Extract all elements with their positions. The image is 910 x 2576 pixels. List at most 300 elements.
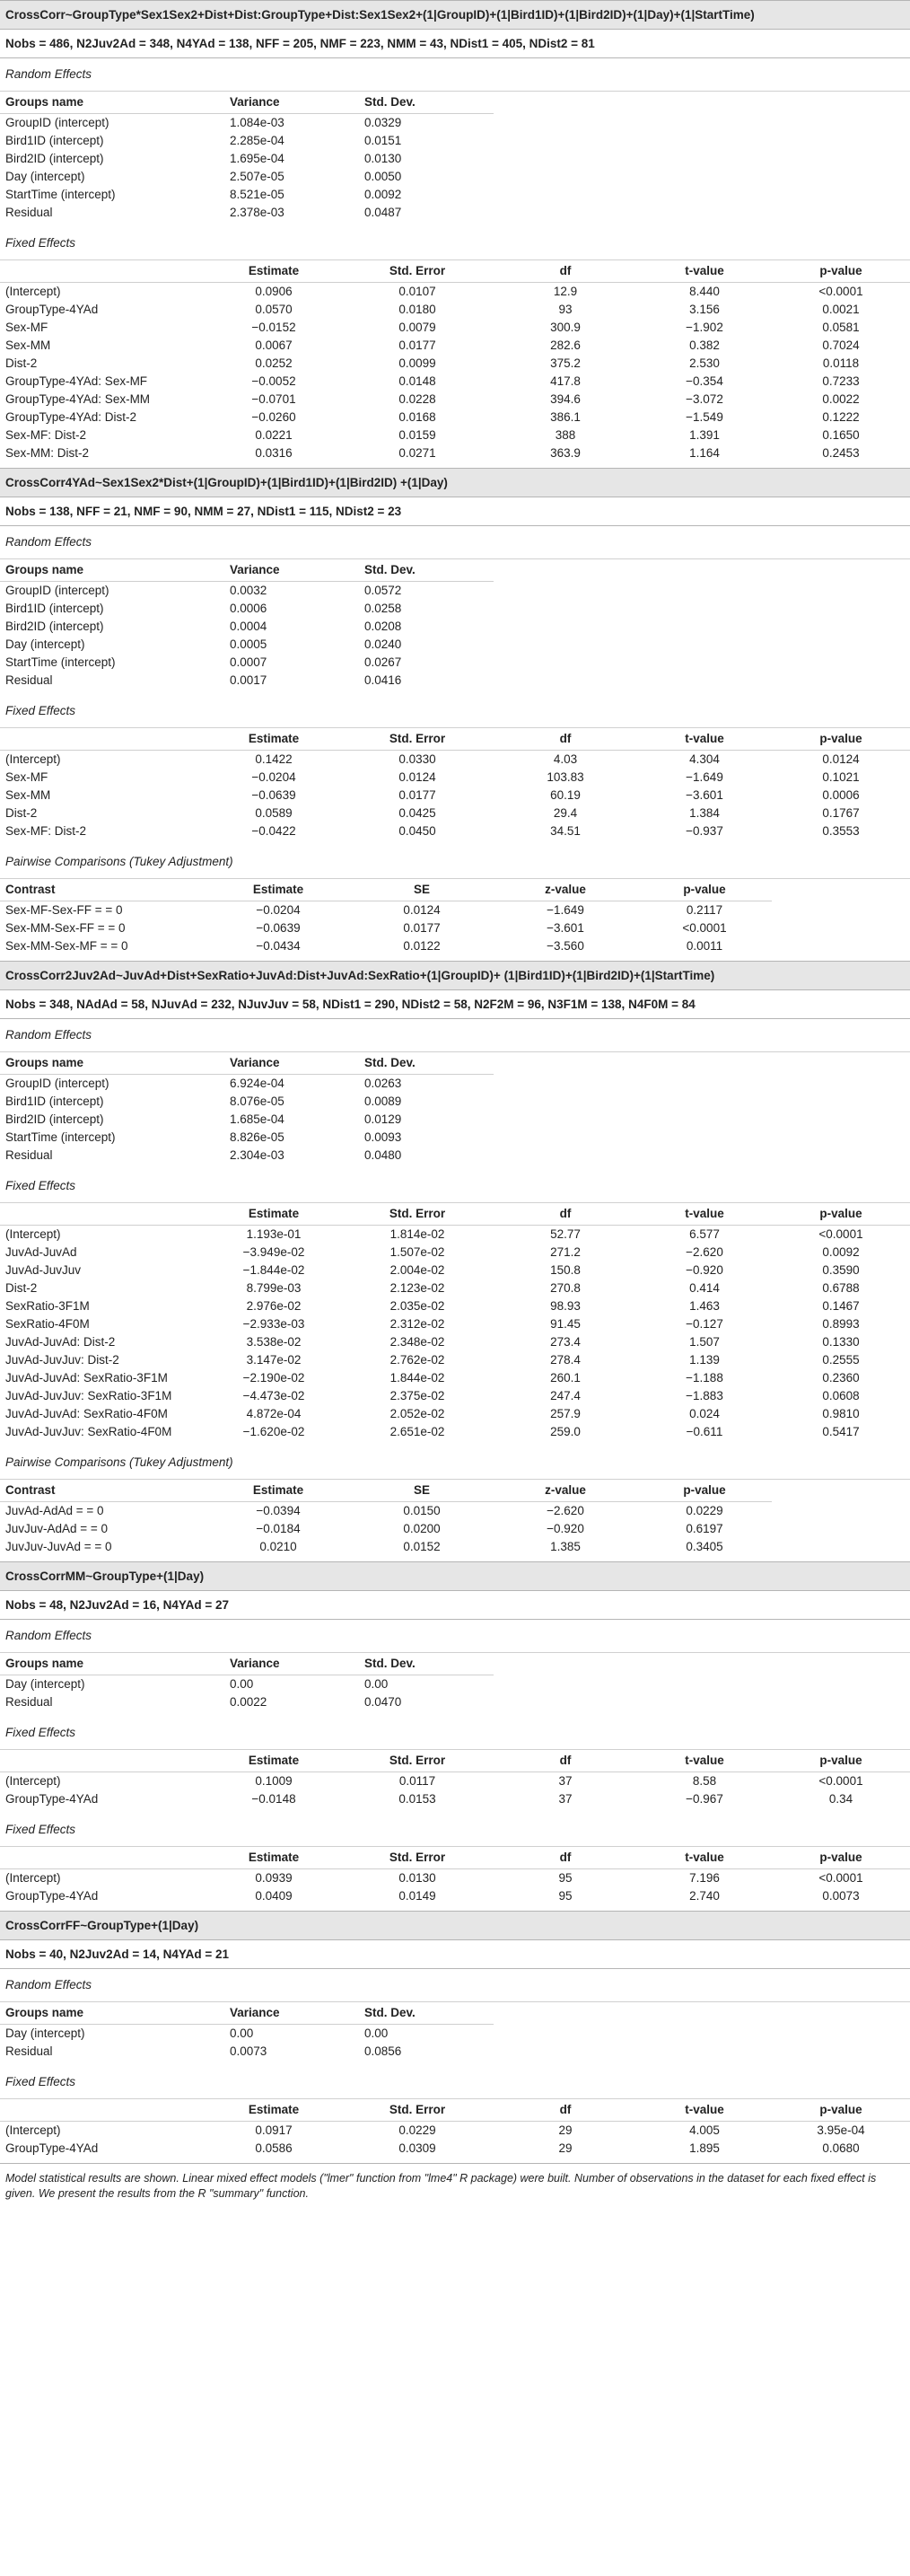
table-cell: −0.0052 bbox=[251, 374, 296, 388]
table-cell: 0.6197 bbox=[686, 1522, 723, 1535]
column-header: p-value bbox=[772, 2099, 910, 2122]
table-cell: 4.872e-04 bbox=[246, 1407, 302, 1420]
table-cell: 3.95e-04 bbox=[817, 2123, 865, 2137]
table-cell: 2.651e-02 bbox=[389, 1425, 445, 1438]
table-cell: 0.0093 bbox=[364, 1130, 402, 1144]
observation-counts: Nobs = 486, N2Juv2Ad = 348, N4YAd = 138, NFF = 205, NMF = 223, NMM = 43, NDist1 = 405, NDist2 = 81 bbox=[0, 30, 910, 58]
table-cell: JuvJuv-AdAd = = 0 bbox=[5, 1522, 109, 1535]
table-cell: 1.463 bbox=[689, 1299, 720, 1313]
table-cell: 95 bbox=[558, 1889, 573, 1903]
table-cell: Bird2ID (intercept) bbox=[5, 1112, 104, 1126]
fixed-effects-label: Fixed Effects bbox=[0, 2066, 910, 2099]
table-cell: 0.0073 bbox=[822, 1889, 860, 1903]
table-cell: 103.83 bbox=[547, 770, 584, 784]
table-row bbox=[0, 373, 910, 391]
table-cell: 0.6788 bbox=[822, 1281, 860, 1295]
table-row bbox=[0, 1147, 910, 1170]
table-cell: 52.77 bbox=[550, 1227, 581, 1241]
table-cell: 0.2453 bbox=[822, 446, 860, 460]
table-cell: 0.0252 bbox=[255, 356, 293, 370]
table-cell: 0.0180 bbox=[398, 303, 436, 316]
table-cell: GroupType-4YAd bbox=[5, 1889, 99, 1903]
table-header-row bbox=[0, 1750, 910, 1772]
column-header: df bbox=[494, 1847, 637, 1869]
table-cell: 4.005 bbox=[689, 2123, 720, 2137]
table-cell: 1.695e-04 bbox=[230, 152, 284, 165]
column-header: z-value bbox=[494, 879, 637, 901]
table-header-row bbox=[0, 2002, 910, 2025]
table-cell: 0.0330 bbox=[398, 752, 436, 766]
table-cell: 1.193e-01 bbox=[246, 1227, 302, 1241]
table-cell: 95 bbox=[558, 1871, 573, 1885]
table-row bbox=[0, 636, 910, 654]
column-header: SE bbox=[350, 1480, 494, 1502]
table-cell: GroupType-4YAd: Sex-MF bbox=[5, 374, 148, 388]
table-cell: 8.826e-05 bbox=[230, 1130, 284, 1144]
table-cell: Bird1ID (intercept) bbox=[5, 602, 104, 615]
table-cell: Day (intercept) bbox=[5, 170, 85, 183]
table-cell: 0.0581 bbox=[822, 321, 860, 334]
table-cell: −3.601 bbox=[686, 788, 723, 802]
table-cell: −4.473e-02 bbox=[242, 1389, 305, 1402]
table-cell: 0.00 bbox=[364, 2027, 389, 2040]
table-header-row bbox=[0, 1203, 910, 1226]
random-effects-table bbox=[0, 1052, 910, 1170]
table-cell: 0.0680 bbox=[822, 2141, 860, 2155]
table-cell: −1.844e-02 bbox=[242, 1263, 305, 1277]
table-row bbox=[0, 168, 910, 186]
table-row bbox=[0, 618, 910, 636]
column-header: p-value bbox=[772, 260, 910, 283]
table-cell: Sex-MF: Dist-2 bbox=[5, 428, 87, 442]
column-header: Variance bbox=[224, 92, 359, 114]
table-cell: 0.0050 bbox=[364, 170, 402, 183]
random-effects-label: Random Effects bbox=[0, 1620, 910, 1653]
observation-counts: Nobs = 138, NFF = 21, NMF = 90, NMM = 27, NDist1 = 115, NDist2 = 23 bbox=[0, 497, 910, 526]
table-cell: 4.304 bbox=[689, 752, 720, 766]
table-header-row bbox=[0, 92, 910, 114]
table-cell: JuvAd-JuvAd: SexRatio-4F0M bbox=[5, 1407, 168, 1420]
table-cell: 0.0153 bbox=[398, 1792, 436, 1806]
table-cell: GroupType-4YAd: Dist-2 bbox=[5, 410, 137, 424]
random-effects-table bbox=[0, 2002, 910, 2066]
table-cell: 0.0208 bbox=[364, 620, 402, 633]
column-header: t-value bbox=[637, 1847, 772, 1869]
table-row bbox=[0, 132, 910, 150]
table-cell: Day (intercept) bbox=[5, 637, 85, 651]
column-header: Groups name bbox=[0, 1653, 224, 1675]
table-header-row bbox=[0, 879, 910, 901]
table-cell: 259.0 bbox=[550, 1425, 581, 1438]
table-cell: 3.538e-02 bbox=[246, 1335, 302, 1349]
table-cell: JuvAd-AdAd = = 0 bbox=[5, 1504, 104, 1517]
table-row bbox=[0, 150, 910, 168]
table-cell: 8.440 bbox=[689, 285, 720, 298]
column-header: Std. Error bbox=[341, 1847, 494, 1869]
table-cell: 0.0122 bbox=[403, 939, 441, 953]
model-formula: CrossCorr2Juv2Ad~JuvAd+Dist+SexRatio+JuvAd:Dist+JuvAd:SexRatio+(1|GroupID)+ (1|Bird1ID)+(1|Bird2ID)+(1|StartTime) bbox=[0, 961, 910, 990]
table-row bbox=[0, 822, 910, 846]
table-cell: 0.024 bbox=[689, 1407, 720, 1420]
table-cell: 0.0200 bbox=[403, 1522, 441, 1535]
table-cell: 6.924e-04 bbox=[230, 1077, 284, 1090]
table-cell: 0.1422 bbox=[255, 752, 293, 766]
table-cell: −1.649 bbox=[547, 903, 584, 917]
table-cell: Dist-2 bbox=[5, 356, 38, 370]
table-cell: 0.8993 bbox=[822, 1317, 860, 1331]
table-cell: 1.844e-02 bbox=[389, 1371, 445, 1385]
table-cell: −3.601 bbox=[547, 921, 584, 935]
table-cell: −0.0434 bbox=[256, 939, 301, 953]
table-cell: 8.076e-05 bbox=[230, 1095, 284, 1108]
table-header-row bbox=[0, 1480, 910, 1502]
table-cell: 0.0092 bbox=[822, 1245, 860, 1259]
table-cell: (Intercept) bbox=[5, 2123, 61, 2137]
table-cell: 0.0271 bbox=[398, 446, 436, 460]
table-cell: 1.685e-04 bbox=[230, 1112, 284, 1126]
table-cell: 0.0130 bbox=[364, 152, 402, 165]
table-row bbox=[0, 1772, 910, 1791]
table-cell: <0.0001 bbox=[682, 921, 727, 935]
table-cell: 1.507 bbox=[689, 1335, 720, 1349]
fixed-effects-table bbox=[0, 1847, 910, 1911]
column-header: Std. Error bbox=[341, 1203, 494, 1226]
fixed-effects-label: Fixed Effects bbox=[0, 695, 910, 728]
table-cell: Sex-MF bbox=[5, 321, 48, 334]
table-cell: Bird2ID (intercept) bbox=[5, 620, 104, 633]
column-header: t-value bbox=[637, 728, 772, 751]
table-cell: 0.0177 bbox=[398, 338, 436, 352]
table-row bbox=[0, 1297, 910, 1315]
table-cell: 270.8 bbox=[550, 1281, 581, 1295]
table-cell: Residual bbox=[5, 1695, 53, 1709]
table-cell: 98.93 bbox=[550, 1299, 581, 1313]
table-cell: 0.0067 bbox=[255, 338, 293, 352]
fixed-effects-label: Fixed Effects bbox=[0, 1814, 910, 1847]
table-header-row bbox=[0, 1653, 910, 1675]
table-cell: 0.0168 bbox=[398, 410, 436, 424]
table-row bbox=[0, 444, 910, 468]
table-row bbox=[0, 1369, 910, 1387]
table-cell: 0.1222 bbox=[822, 410, 860, 424]
column-header: Estimate bbox=[206, 1203, 341, 1226]
column-header: Estimate bbox=[206, 1847, 341, 1869]
table-cell: 0.7233 bbox=[822, 374, 860, 388]
table-cell: GroupID (intercept) bbox=[5, 1077, 109, 1090]
table-row bbox=[0, 1129, 910, 1147]
table-cell: 0.0148 bbox=[398, 374, 436, 388]
table-cell: Dist-2 bbox=[5, 806, 38, 820]
table-cell: 0.1767 bbox=[822, 806, 860, 820]
column-header: Std. Dev. bbox=[359, 1653, 494, 1675]
table-cell: −1.188 bbox=[686, 1371, 723, 1385]
table-cell: 282.6 bbox=[550, 338, 581, 352]
table-cell: 0.0117 bbox=[398, 1774, 436, 1788]
column-header: p-value bbox=[637, 1480, 772, 1502]
table-row bbox=[0, 769, 910, 787]
table-cell: 0.0007 bbox=[230, 655, 267, 669]
pairwise-comparisons-table bbox=[0, 879, 910, 961]
column-header: Groups name bbox=[0, 559, 224, 582]
table-row bbox=[0, 1333, 910, 1351]
table-cell: −1.902 bbox=[686, 321, 723, 334]
table-cell: Residual bbox=[5, 1148, 53, 1162]
table-header-row bbox=[0, 260, 910, 283]
table-cell: 0.0316 bbox=[255, 446, 293, 460]
table-cell: 0.0107 bbox=[398, 285, 436, 298]
table-cell: −0.0701 bbox=[251, 392, 296, 406]
table-cell: 1.139 bbox=[689, 1353, 720, 1367]
table-cell: 247.4 bbox=[550, 1389, 581, 1402]
table-cell: 6.577 bbox=[689, 1227, 720, 1241]
table-cell: 2.378e-03 bbox=[230, 206, 284, 219]
table-cell: 0.0177 bbox=[398, 788, 436, 802]
column-header: Std. Dev. bbox=[359, 559, 494, 582]
column-header: Estimate bbox=[206, 2099, 341, 2122]
table-cell: StartTime (intercept) bbox=[5, 1130, 116, 1144]
table-cell: 8.58 bbox=[692, 1774, 717, 1788]
table-cell: −1.649 bbox=[686, 770, 723, 784]
table-cell: 0.0073 bbox=[230, 2044, 267, 2058]
column-header: p-value bbox=[772, 1203, 910, 1226]
table-cell: Sex-MM bbox=[5, 338, 51, 352]
table-cell: 0.3590 bbox=[822, 1263, 860, 1277]
table-cell: −0.611 bbox=[686, 1425, 723, 1438]
table-row bbox=[0, 1387, 910, 1405]
table-cell: 0.3405 bbox=[686, 1540, 723, 1553]
table-cell: 0.0011 bbox=[686, 939, 723, 953]
pairwise-comparisons-table bbox=[0, 1480, 910, 1561]
column-header: Contrast bbox=[0, 1480, 206, 1502]
table-cell: 0.0124 bbox=[398, 770, 436, 784]
table-cell: 1.391 bbox=[689, 428, 720, 442]
table-cell: JuvJuv-JuvAd = = 0 bbox=[5, 1540, 112, 1553]
table-cell: 0.0240 bbox=[364, 637, 402, 651]
table-cell: 0.0099 bbox=[398, 356, 436, 370]
table-row bbox=[0, 1520, 910, 1538]
table-cell: 363.9 bbox=[550, 446, 581, 460]
table-cell: 0.34 bbox=[828, 1792, 853, 1806]
table-row bbox=[0, 1226, 910, 1244]
table-cell: 60.19 bbox=[550, 788, 581, 802]
table-cell: 257.9 bbox=[550, 1407, 581, 1420]
table-cell: 0.1330 bbox=[822, 1335, 860, 1349]
table-cell: 0.0124 bbox=[403, 903, 441, 917]
table-cell: 0.00 bbox=[364, 1677, 389, 1691]
column-header: Groups name bbox=[0, 92, 224, 114]
table-row bbox=[0, 2025, 910, 2044]
table-cell: <0.0001 bbox=[818, 1227, 863, 1241]
table-cell: 0.0939 bbox=[255, 1871, 293, 1885]
random-effects-table bbox=[0, 92, 910, 227]
random-effects-label: Random Effects bbox=[0, 526, 910, 559]
table-row bbox=[0, 1111, 910, 1129]
table-cell: (Intercept) bbox=[5, 752, 61, 766]
table-cell: 386.1 bbox=[550, 410, 581, 424]
table-cell: 0.0480 bbox=[364, 1148, 402, 1162]
table-cell: Residual bbox=[5, 2044, 53, 2058]
table-cell: 3.147e-02 bbox=[246, 1353, 302, 1367]
table-cell: GroupType-4YAd bbox=[5, 2141, 99, 2155]
column-header: p-value bbox=[637, 879, 772, 901]
model-formula: CrossCorr~GroupType*Sex1Sex2+Dist+Dist:GroupType+Dist:Sex1Sex2+(1|GroupID)+(1|Bird1ID)+(1|Bird2ID)+(1|Day)+(1|StartTime) bbox=[0, 0, 910, 30]
table-row bbox=[0, 2043, 910, 2066]
random-effects-label: Random Effects bbox=[0, 1019, 910, 1052]
column-header bbox=[0, 1750, 206, 1772]
table-row bbox=[0, 1279, 910, 1297]
table-row bbox=[0, 186, 910, 204]
table-cell: SexRatio-3F1M bbox=[5, 1299, 90, 1313]
random-effects-label: Random Effects bbox=[0, 58, 910, 92]
table-cell: 0.5417 bbox=[822, 1425, 860, 1438]
table-cell: 0.0151 bbox=[364, 134, 402, 147]
table-cell: 0.0089 bbox=[364, 1095, 402, 1108]
table-cell: Day (intercept) bbox=[5, 2027, 85, 2040]
table-cell: 388 bbox=[555, 428, 576, 442]
table-cell: 2.312e-02 bbox=[389, 1317, 445, 1331]
column-header: Std. Error bbox=[341, 1750, 494, 1772]
table-cell: 0.414 bbox=[689, 1281, 720, 1295]
random-effects-table bbox=[0, 559, 910, 695]
column-header: z-value bbox=[494, 1480, 637, 1502]
table-row bbox=[0, 582, 910, 601]
table-cell: (Intercept) bbox=[5, 285, 61, 298]
table-cell: 93 bbox=[558, 303, 573, 316]
table-cell: 37 bbox=[558, 1792, 573, 1806]
column-header: df bbox=[494, 1750, 637, 1772]
table-cell: Sex-MM-Sex-FF = = 0 bbox=[5, 921, 126, 935]
column-header: Variance bbox=[224, 1052, 359, 1075]
pairwise-comparisons-label: Pairwise Comparisons (Tukey Adjustment) bbox=[0, 1446, 910, 1480]
table-cell: 0.0004 bbox=[230, 620, 267, 633]
table-cell: 2.304e-03 bbox=[230, 1148, 284, 1162]
table-cell: 150.8 bbox=[550, 1263, 581, 1277]
table-cell: 2.976e-02 bbox=[246, 1299, 302, 1313]
column-header: Variance bbox=[224, 1653, 359, 1675]
table-cell: 8.799e-03 bbox=[246, 1281, 302, 1295]
table-cell: <0.0001 bbox=[818, 1871, 863, 1885]
table-cell: 0.0450 bbox=[398, 824, 436, 838]
table-cell: 0.0263 bbox=[364, 1077, 402, 1090]
table-cell: 0.1009 bbox=[255, 1774, 293, 1788]
table-row bbox=[0, 1423, 910, 1446]
table-row bbox=[0, 804, 910, 822]
table-cell: 0.00 bbox=[230, 2027, 254, 2040]
table-cell: GroupID (intercept) bbox=[5, 116, 109, 129]
table-cell: −0.0639 bbox=[251, 788, 296, 802]
column-header: Groups name bbox=[0, 1052, 224, 1075]
table-cell: 0.0149 bbox=[398, 1889, 436, 1903]
table-row bbox=[0, 409, 910, 426]
table-row bbox=[0, 204, 910, 227]
table-cell: −0.0394 bbox=[256, 1504, 301, 1517]
fixed-effects-label: Fixed Effects bbox=[0, 1717, 910, 1750]
table-cell: −0.967 bbox=[686, 1792, 723, 1806]
table-row bbox=[0, 600, 910, 618]
table-cell: Residual bbox=[5, 673, 53, 687]
table-cell: 375.2 bbox=[550, 356, 581, 370]
table-cell: 0.0092 bbox=[364, 188, 402, 201]
table-cell: 2.507e-05 bbox=[230, 170, 284, 183]
table-cell: −1.549 bbox=[686, 410, 723, 424]
table-cell: −2.620 bbox=[547, 1504, 584, 1517]
table-row bbox=[0, 1262, 910, 1279]
column-header: Estimate bbox=[206, 260, 341, 283]
table-cell: −0.920 bbox=[547, 1522, 584, 1535]
table-cell: 0.0129 bbox=[364, 1112, 402, 1126]
column-header: Estimate bbox=[206, 1480, 350, 1502]
column-header: Groups name bbox=[0, 2002, 224, 2025]
table-cell: 2.004e-02 bbox=[389, 1263, 445, 1277]
column-header: Std. Error bbox=[341, 260, 494, 283]
table-cell: 0.0409 bbox=[255, 1889, 293, 1903]
table-cell: 0.0221 bbox=[255, 428, 293, 442]
observation-counts: Nobs = 348, NAdAd = 58, NJuvAd = 232, NJuvJuv = 58, NDist1 = 290, NDist2 = 58, N2F2M = 96, N3F1M = 138, N4F0M = 84 bbox=[0, 990, 910, 1019]
table-cell: 4.03 bbox=[553, 752, 578, 766]
table-cell: 34.51 bbox=[550, 824, 581, 838]
table-cell: 271.2 bbox=[550, 1245, 581, 1259]
table-cell: −3.072 bbox=[686, 392, 723, 406]
column-header: Contrast bbox=[0, 879, 206, 901]
table-row bbox=[0, 1693, 910, 1717]
table-cell: GroupType-4YAd: Sex-MM bbox=[5, 392, 151, 406]
fixed-effects-table bbox=[0, 1203, 910, 1446]
table-cell: (Intercept) bbox=[5, 1227, 61, 1241]
table-cell: −0.0422 bbox=[251, 824, 296, 838]
table-cell: 0.3553 bbox=[822, 824, 860, 838]
table-cell: 0.0258 bbox=[364, 602, 402, 615]
table-row bbox=[0, 1675, 910, 1694]
table-cell: −0.0148 bbox=[251, 1792, 296, 1806]
table-cell: 3.156 bbox=[689, 303, 720, 316]
table-cell: 0.0589 bbox=[255, 806, 293, 820]
table-cell: −0.0184 bbox=[256, 1522, 301, 1535]
table-cell: JuvAd-JuvJuv: Dist-2 bbox=[5, 1353, 119, 1367]
table-row bbox=[0, 1351, 910, 1369]
random-effects-label: Random Effects bbox=[0, 1969, 910, 2002]
table-cell: 0.0021 bbox=[822, 303, 860, 316]
table-cell: 0.00 bbox=[230, 1677, 254, 1691]
table-cell: 0.0124 bbox=[822, 752, 860, 766]
table-row bbox=[0, 355, 910, 373]
table-cell: Sex-MM-Sex-MF = = 0 bbox=[5, 939, 128, 953]
table-cell: 0.0152 bbox=[403, 1540, 441, 1553]
table-cell: Bird2ID (intercept) bbox=[5, 152, 104, 165]
table-cell: Sex-MM: Dist-2 bbox=[5, 446, 90, 460]
table-cell: 278.4 bbox=[550, 1353, 581, 1367]
table-cell: 0.0425 bbox=[398, 806, 436, 820]
table-cell: 300.9 bbox=[550, 321, 581, 334]
table-cell: 29 bbox=[558, 2141, 573, 2155]
table-cell: 0.1467 bbox=[822, 1299, 860, 1313]
table-cell: 0.0228 bbox=[398, 392, 436, 406]
table-cell: 37 bbox=[558, 1774, 573, 1788]
table-row bbox=[0, 2140, 910, 2163]
table-cell: Sex-MF bbox=[5, 770, 48, 784]
table-cell: JuvAd-JuvAd bbox=[5, 1245, 77, 1259]
column-header: t-value bbox=[637, 1203, 772, 1226]
table-cell: GroupType-4YAd bbox=[5, 303, 99, 316]
table-cell: 7.196 bbox=[689, 1871, 720, 1885]
table-cell: Day (intercept) bbox=[5, 1677, 85, 1691]
table-cell: 260.1 bbox=[550, 1371, 581, 1385]
table-row bbox=[0, 337, 910, 355]
table-row bbox=[0, 1502, 910, 1521]
fixed-effects-table bbox=[0, 1750, 910, 1814]
table-row bbox=[0, 1315, 910, 1333]
column-header bbox=[0, 728, 206, 751]
table-row bbox=[0, 1790, 910, 1814]
